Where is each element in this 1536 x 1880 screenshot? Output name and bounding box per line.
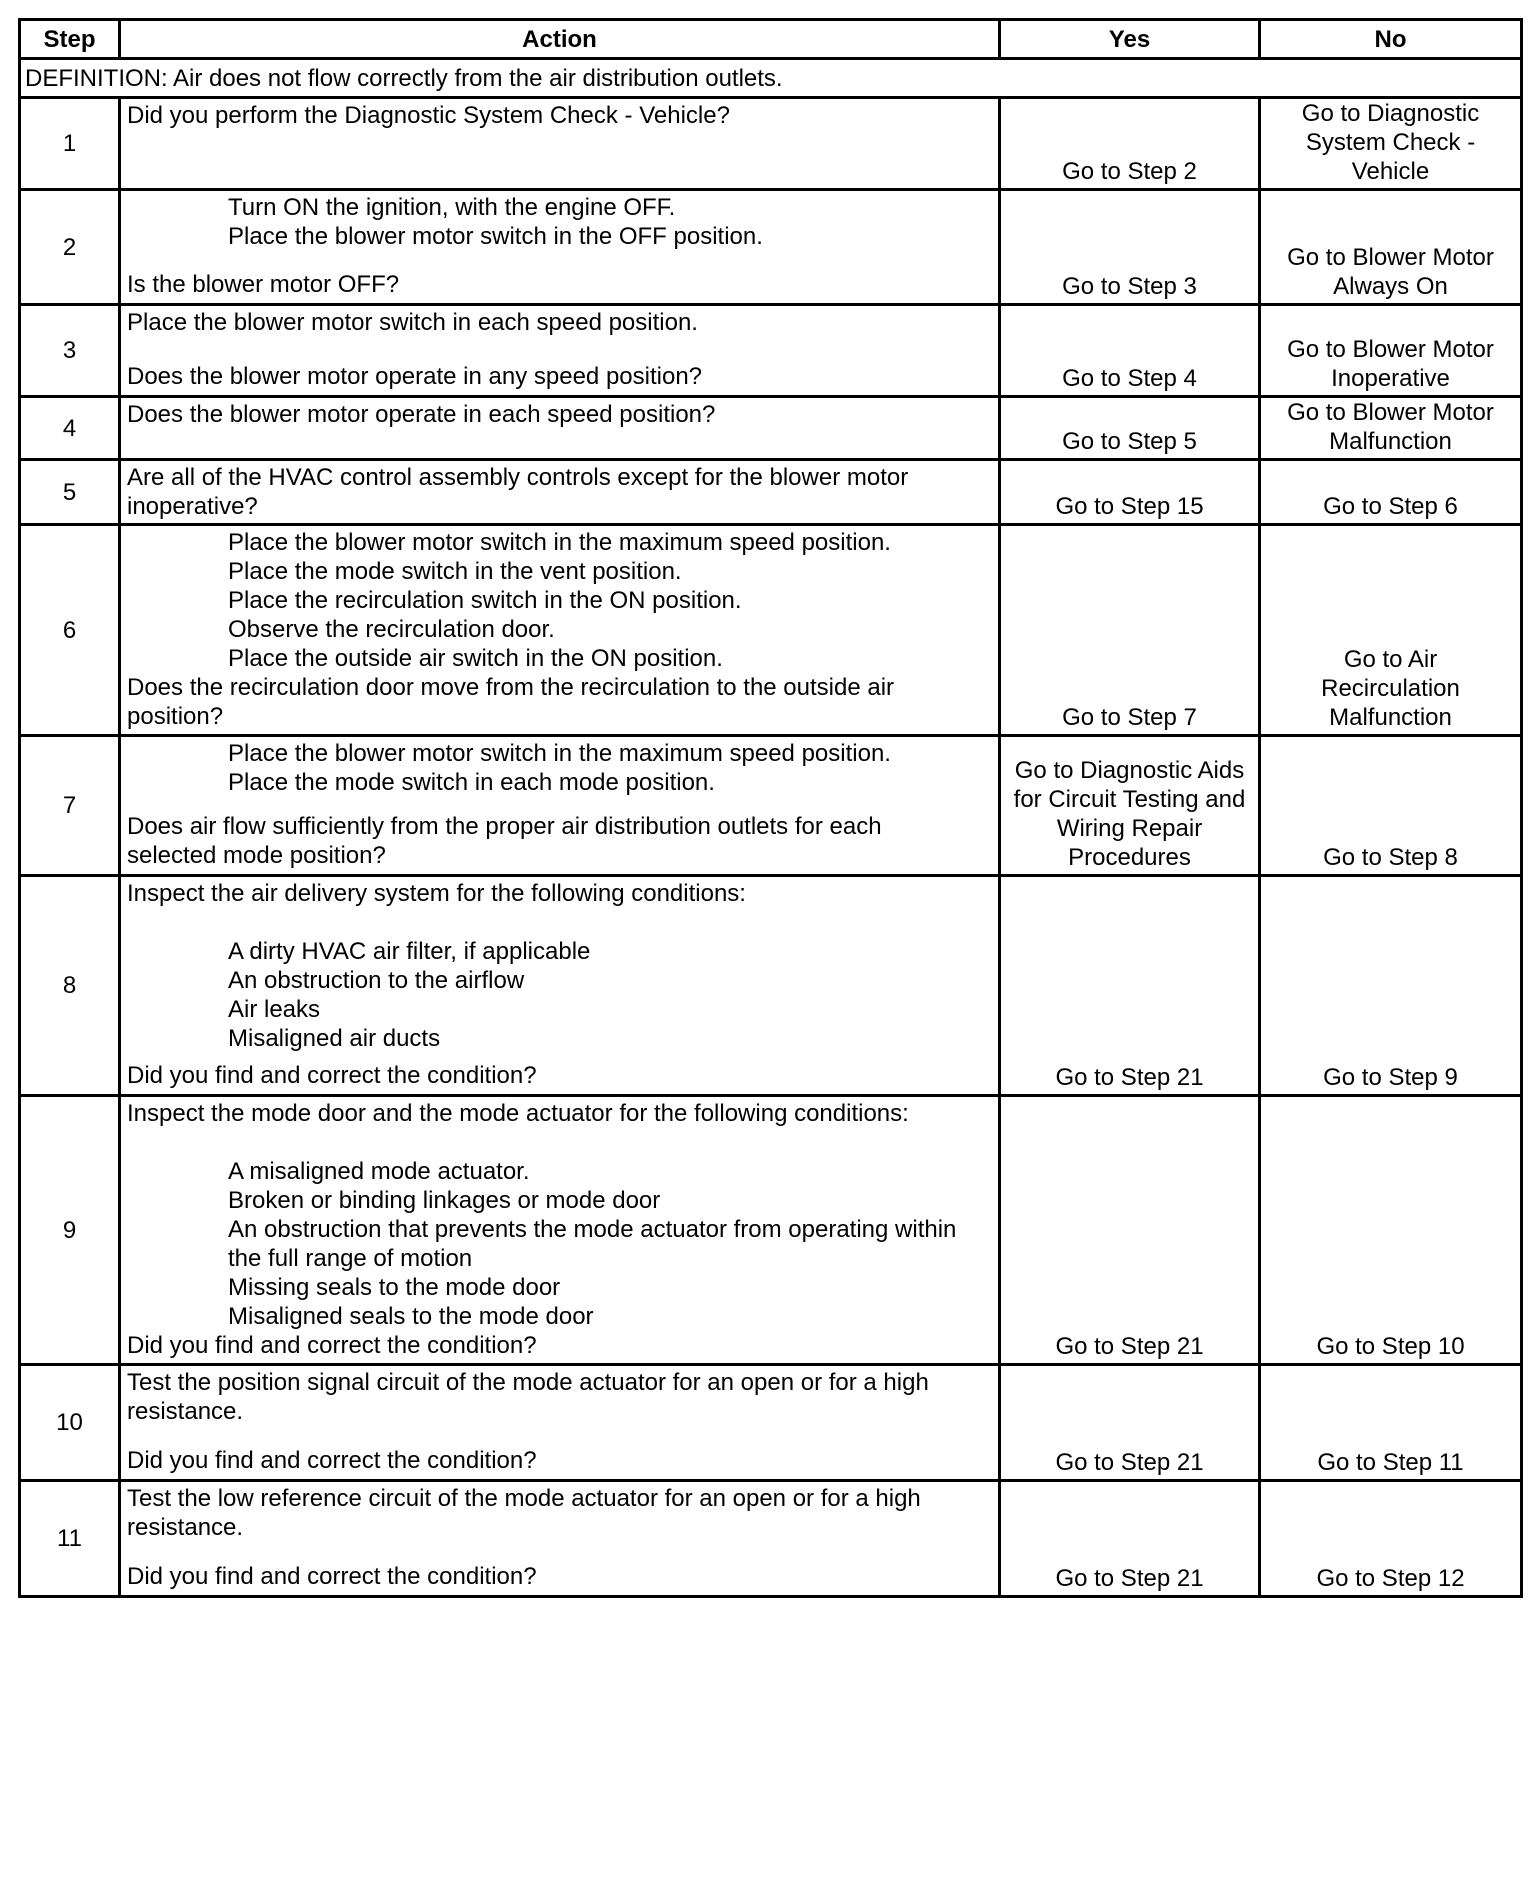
action-layout: [127, 879, 992, 1090]
action-step-line: Place the blower motor switch in the maximum speed position.: [228, 529, 891, 556]
no-outcome-line: Malfunction: [1329, 704, 1452, 731]
yes-outcome: [1000, 1365, 1260, 1481]
yes-outcome-line: Go to Step 21: [1055, 1064, 1204, 1091]
yes-outcome-line: Go to Step 21: [1055, 1565, 1204, 1592]
action-intro-line: Place the blower motor switch in each speed position.: [127, 309, 698, 336]
no-outcome: [1260, 876, 1522, 1096]
action-question-line: selected mode position?: [127, 842, 386, 869]
step-number: 3: [20, 305, 120, 397]
action-cell: [120, 460, 1000, 525]
action-instructions: [127, 400, 992, 429]
step-number: 10: [20, 1365, 120, 1481]
spacer: [127, 1128, 992, 1157]
action-intro-line: inoperative?: [127, 493, 258, 520]
action-cell: [120, 876, 1000, 1096]
no-outcome-line: Go to Step 6: [1323, 493, 1458, 520]
action-cell: [120, 1096, 1000, 1365]
no-outcome-line: Inoperative: [1331, 365, 1450, 392]
yes-outcome: [1000, 1481, 1260, 1597]
step-number: 9: [20, 1096, 120, 1365]
action-instructions: [127, 739, 992, 797]
no-outcome-line: Go to Step 12: [1316, 1565, 1465, 1592]
action-question: [127, 362, 992, 391]
header-step: Step: [20, 20, 120, 59]
table-row: [20, 190, 1522, 305]
no-outcome-line: Go to Blower Motor: [1287, 399, 1494, 426]
yes-outcome-line: Go to Step 21: [1055, 1449, 1204, 1476]
no-outcome-line: Malfunction: [1329, 428, 1452, 455]
no-outcome: [1260, 190, 1522, 305]
no-outcome: [1260, 1365, 1522, 1481]
no-outcome: [1260, 98, 1522, 190]
definition-text: DEFINITION: Air does not flow correctly from the air distribution outlets.: [20, 59, 1522, 98]
action-step-line: A dirty HVAC air filter, if applicable: [228, 938, 591, 965]
action-step-line: Place the outside air switch in the ON position.: [228, 645, 723, 672]
action-step-line: Misaligned seals to the mode door: [228, 1303, 594, 1330]
header-action: Action: [120, 20, 1000, 59]
no-outcome-line: Go to Blower Motor: [1287, 244, 1494, 271]
action-instructions: [127, 1099, 992, 1331]
step-number: 6: [20, 525, 120, 736]
no-outcome: [1260, 1096, 1522, 1365]
action-step-line: Observe the recirculation door.: [228, 616, 555, 643]
action-cell: [120, 1365, 1000, 1481]
yes-outcome-line: Go to Diagnostic Aids: [1014, 757, 1245, 784]
header-yes: Yes: [1000, 20, 1260, 59]
yes-outcome: [1000, 305, 1260, 397]
action-question-line: Did you find and correct the condition?: [127, 1563, 537, 1590]
action-question-line: Does the recirculation door move from the recirculation to the outside air: [127, 674, 895, 701]
step-number: 11: [20, 1481, 120, 1597]
action-layout: [127, 739, 992, 870]
no-outcome: [1260, 1481, 1522, 1597]
yes-outcome: [1000, 460, 1260, 525]
table-row: [20, 1096, 1522, 1365]
yes-outcome-line: for Circuit Testing and: [1013, 786, 1246, 813]
action-question: [127, 812, 992, 870]
yes-outcome: [1000, 525, 1260, 736]
step-number: 2: [20, 190, 120, 305]
action-instructions: [127, 308, 992, 337]
table-row: [20, 397, 1522, 460]
action-cell: [120, 397, 1000, 460]
action-cell: [120, 1481, 1000, 1597]
no-outcome-line: System Check -: [1305, 129, 1476, 156]
action-intro-line: Are all of the HVAC control assembly controls except for the blower motor: [127, 464, 909, 491]
no-outcome-line: Go to Step 8: [1323, 844, 1458, 871]
action-instructions: [127, 1484, 992, 1542]
no-outcome-line: Go to Step 9: [1323, 1064, 1458, 1091]
header-row: [20, 20, 1522, 59]
action-step-line: Place the blower motor switch in the OFF position.: [228, 223, 763, 250]
yes-outcome-line: Go to Step 15: [1055, 493, 1204, 520]
yes-outcome-line: Go to Step 5: [1062, 428, 1197, 455]
no-outcome-line: Go to Air: [1343, 646, 1438, 673]
diagnostic-table-container: [18, 18, 1520, 1598]
action-step-line: Misaligned air ducts: [228, 1025, 441, 1052]
no-outcome: [1260, 397, 1522, 460]
yes-outcome-line: Go to Step 4: [1062, 365, 1197, 392]
no-outcome: [1260, 525, 1522, 736]
table-row: [20, 460, 1522, 525]
action-step-line: A misaligned mode actuator.: [228, 1158, 530, 1185]
yes-outcome: [1000, 1096, 1260, 1365]
action-cell: [120, 525, 1000, 736]
action-step-line: An obstruction that prevents the mode actuator from operating within: [228, 1216, 957, 1243]
action-question: [127, 673, 992, 731]
action-question-line: Is the blower motor OFF?: [127, 271, 400, 298]
no-outcome-line: Go to Step 11: [1317, 1449, 1464, 1476]
action-layout: [127, 193, 992, 299]
action-intro-line: resistance.: [127, 1514, 244, 1541]
action-instructions: [127, 101, 992, 130]
action-layout: [127, 1368, 992, 1475]
step-number: 5: [20, 460, 120, 525]
no-outcome-line: Go to Step 10: [1316, 1333, 1465, 1360]
table-row: [20, 1365, 1522, 1481]
action-cell: [120, 305, 1000, 397]
yes-outcome-line: Wiring Repair: [1056, 815, 1203, 842]
step-number: 1: [20, 98, 120, 190]
action-question-line: position?: [127, 703, 224, 730]
yes-outcome: [1000, 190, 1260, 305]
no-outcome-line: Always On: [1333, 273, 1448, 300]
yes-outcome: [1000, 876, 1260, 1096]
no-outcome-line: Go to Diagnostic: [1301, 100, 1480, 127]
action-layout: [127, 1099, 992, 1359]
action-intro-line: Does the blower motor operate in each speed position?: [127, 401, 716, 428]
spacer: [127, 908, 992, 937]
action-intro-line: Inspect the air delivery system for the following conditions:: [127, 880, 746, 907]
yes-outcome-line: Procedures: [1068, 844, 1191, 871]
action-question-line: Did you find and correct the condition?: [127, 1062, 537, 1089]
action-question-line: Did you find and correct the condition?: [127, 1332, 537, 1359]
action-step-line: the full range of motion: [228, 1245, 473, 1272]
yes-outcome: [1000, 397, 1260, 460]
no-outcome: [1260, 736, 1522, 876]
definition-row: [20, 59, 1522, 98]
yes-outcome: [1000, 736, 1260, 876]
action-cell: [120, 98, 1000, 190]
action-step-line: Turn ON the ignition, with the engine OFF.: [228, 194, 676, 221]
table-row: [20, 525, 1522, 736]
header-no: No: [1260, 20, 1522, 59]
action-step-line: Place the blower motor switch in the maximum speed position.: [228, 740, 891, 767]
action-intro-line: Did you perform the Diagnostic System Check - Vehicle?: [127, 102, 730, 129]
action-layout: [127, 308, 992, 391]
yes-outcome: [1000, 98, 1260, 190]
action-cell: [120, 190, 1000, 305]
action-step-line: Air leaks: [228, 996, 321, 1023]
action-intro-line: Test the low reference circuit of the mode actuator for an open or for a high: [127, 1485, 921, 1512]
action-question-line: Does air flow sufficiently from the proper air distribution outlets for each: [127, 813, 882, 840]
action-instructions: [127, 879, 992, 1053]
action-layout: [127, 528, 992, 730]
action-step-line: Place the mode switch in each mode position.: [228, 769, 715, 796]
no-outcome: [1260, 460, 1522, 525]
action-instructions: [127, 193, 992, 251]
diagnostic-table: [18, 18, 1523, 1598]
action-question: [127, 1061, 992, 1090]
table-row: [20, 736, 1522, 876]
no-outcome-line: Go to Blower Motor: [1287, 336, 1494, 363]
action-intro-line: resistance.: [127, 1398, 244, 1425]
action-question: [127, 1446, 992, 1475]
action-intro-line: Inspect the mode door and the mode actuator for the following conditions:: [127, 1100, 909, 1127]
table-row: [20, 305, 1522, 397]
step-number: 8: [20, 876, 120, 1096]
action-step-line: Missing seals to the mode door: [228, 1274, 561, 1301]
action-instructions: [127, 1368, 992, 1426]
yes-outcome-line: Go to Step 2: [1062, 158, 1197, 185]
action-step-line: Place the recirculation switch in the ON position.: [228, 587, 742, 614]
action-instructions: [127, 528, 992, 673]
no-outcome: [1260, 305, 1522, 397]
step-number: 4: [20, 397, 120, 460]
action-step-line: An obstruction to the airflow: [228, 967, 525, 994]
action-question-line: Does the blower motor operate in any speed position?: [127, 363, 703, 390]
action-layout: [127, 1484, 992, 1591]
table-row: [20, 1481, 1522, 1597]
action-step-line: Place the mode switch in the vent position.: [228, 558, 682, 585]
action-question: [127, 1331, 992, 1360]
action-intro-line: Test the position signal circuit of the mode actuator for an open or for a high: [127, 1369, 929, 1396]
table-row: [20, 98, 1522, 190]
no-outcome-line: Vehicle: [1351, 158, 1430, 185]
action-cell: [120, 736, 1000, 876]
action-question-line: Did you find and correct the condition?: [127, 1447, 537, 1474]
action-step-line: Broken or binding linkages or mode door: [228, 1187, 661, 1214]
no-outcome-line: Recirculation: [1321, 675, 1460, 702]
yes-outcome-line: Go to Step 3: [1062, 273, 1197, 300]
action-question: [127, 1562, 992, 1591]
table-row: [20, 876, 1522, 1096]
yes-outcome-line: Go to Step 7: [1062, 704, 1197, 731]
action-instructions: [127, 463, 992, 521]
action-question: [127, 270, 992, 299]
step-number: 7: [20, 736, 120, 876]
yes-outcome-line: Go to Step 21: [1055, 1333, 1204, 1360]
